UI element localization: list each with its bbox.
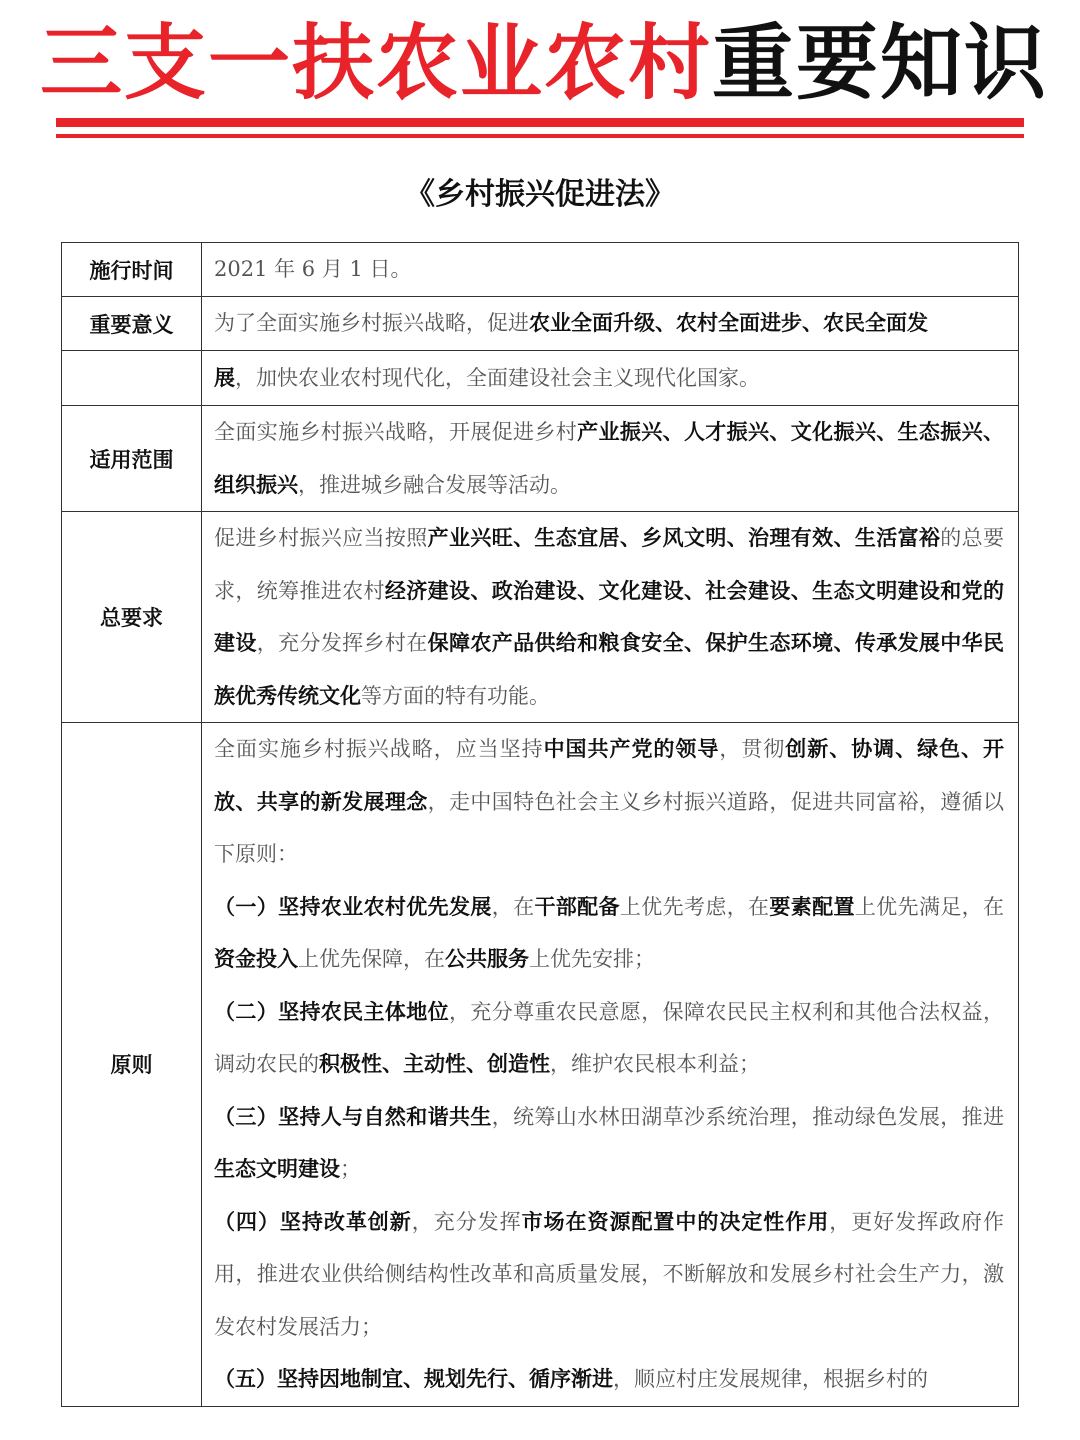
bold-text: 市场在资源配置中的决定性作用 [521, 1208, 830, 1234]
text: 全面实施乡村振兴战略，应当坚持 [214, 737, 544, 761]
bold-text: 公共服务 [445, 946, 529, 971]
principle-value [202, 723, 1019, 1407]
bold-text: 产业兴旺、生态宜居、乡风文明、治理有效、生活富裕 [427, 525, 941, 550]
text: 上优先满足，在 [854, 894, 1005, 919]
row-key [62, 351, 202, 406]
text: ，顺应村庄发展规律，根据乡村的 [613, 1367, 928, 1391]
row-value [202, 351, 1019, 406]
bold-text: 创新、协调、绿色、开放、共享的新发展理念 [214, 736, 1005, 814]
table-row [62, 406, 1019, 512]
page-cut-edge [61, 1410, 1019, 1440]
text: ； [340, 1157, 361, 1181]
row-key: 重要意义 [62, 297, 202, 351]
row-value [202, 297, 1019, 351]
bold-text: 中国共产党的领导 [543, 736, 720, 761]
text: ，充分发挥 [411, 1209, 522, 1234]
text: 全面实施乡村振兴战略，开展促进乡村 [214, 420, 578, 444]
header-banner [0, 0, 1080, 150]
row-key: 适用范围 [62, 406, 202, 512]
document-title: 《乡村振兴促进法》 [405, 177, 675, 212]
bold-text: 干部配备 [534, 893, 620, 919]
principle-item [214, 1196, 1004, 1354]
text: 上优先保障，在 [298, 947, 445, 971]
bold-text: 展 [214, 364, 235, 390]
text: ，充分尊重农民意愿，保障农民民主权利和其他合法权益，调动农民的 [214, 999, 1005, 1076]
bold-text: 积极性、主动性、创造性 [319, 1051, 550, 1076]
law-summary-table [61, 242, 1019, 1407]
row-key: 总要求 [62, 512, 202, 723]
row-value [202, 243, 1019, 297]
banner-rule-thick [56, 118, 1024, 127]
text: 的总要求，统筹推进农村 [214, 526, 1005, 603]
bold-text: 保障农产品供给和粮食安全、保护生态环境、传承发展中华民族优秀传统文化 [214, 630, 1005, 708]
bold-text: （三）坚持人与自然和谐共生 [214, 1103, 492, 1129]
principle-intro [214, 723, 1004, 881]
bold-text: 资金投入 [214, 946, 298, 971]
table-row [62, 297, 1019, 351]
banner-title-red: 三支一扶农业农村 [40, 16, 713, 111]
table-row [62, 512, 1019, 723]
text: ，充分发挥乡村在 [256, 631, 428, 655]
text: 上优先安排； [529, 947, 655, 971]
bold-text: 产业振兴、人才振兴、文化振兴、生态振兴、组织振兴 [214, 419, 1005, 497]
text: ，维护农民根本利益； [550, 1052, 760, 1076]
bold-text: 经济建设、政治建设、文化建设、社会建设、生态文明建设和党的建设 [214, 577, 1004, 655]
bold-text: （四）坚持改革创新 [214, 1208, 412, 1234]
text: ，加快农业农村现代化，全面建设社会主义现代化国家。 [235, 365, 760, 390]
bold-text: 生态文明建设 [214, 1156, 340, 1181]
banner-title-black: 重要知识 [712, 16, 1049, 111]
table-row [62, 243, 1019, 297]
principle-item [214, 1353, 1004, 1406]
row-value [202, 406, 1019, 512]
principle-item [214, 1091, 1004, 1196]
text: ，统筹山水林田湖草沙系统治理，推动绿色发展，推进 [491, 1104, 1005, 1129]
table-row-principle [62, 723, 1019, 1407]
table-row [62, 351, 1019, 406]
banner-rule-thin [56, 134, 1024, 138]
bold-text: 农业全面升级、农村全面进步、农民全面发 [529, 310, 928, 336]
text: 促进乡村振兴应当按照 [214, 526, 428, 550]
text: 2021 年 6 月 1 日。 [214, 257, 412, 282]
text: ，在 [491, 894, 535, 919]
principle-item [214, 986, 1004, 1091]
text: ，贯彻 [719, 737, 786, 761]
bold-text: （五）坚持因地制宜、规划先行、循序渐进 [214, 1366, 613, 1391]
text: 等方面的特有功能。 [361, 683, 550, 708]
row-key: 施行时间 [62, 243, 202, 297]
row-value [202, 512, 1019, 723]
bold-text: （二）坚持农民主体地位 [214, 998, 449, 1024]
banner-title [40, 14, 1048, 114]
text: ，推进城乡融合发展等活动。 [298, 472, 571, 497]
text: ，走中国特色社会主义乡村振兴道路，促进共同富裕，遵循以下原则： [214, 789, 1005, 866]
bold-text: 要素配置 [769, 893, 855, 919]
text: 上优先考虑，在 [619, 894, 770, 919]
row-key: 原则 [62, 723, 202, 1407]
text: 为了全面实施乡村振兴战略，促进 [214, 311, 529, 336]
principle-item [214, 881, 1004, 986]
bold-text: （一）坚持农业农村优先发展 [214, 893, 492, 919]
text: ，更好发挥政府作用，推进农业供给侧结构性改革和高质量发展，不断解放和发展乡村社会生产力，激发农村发展活力； [214, 1209, 1005, 1339]
